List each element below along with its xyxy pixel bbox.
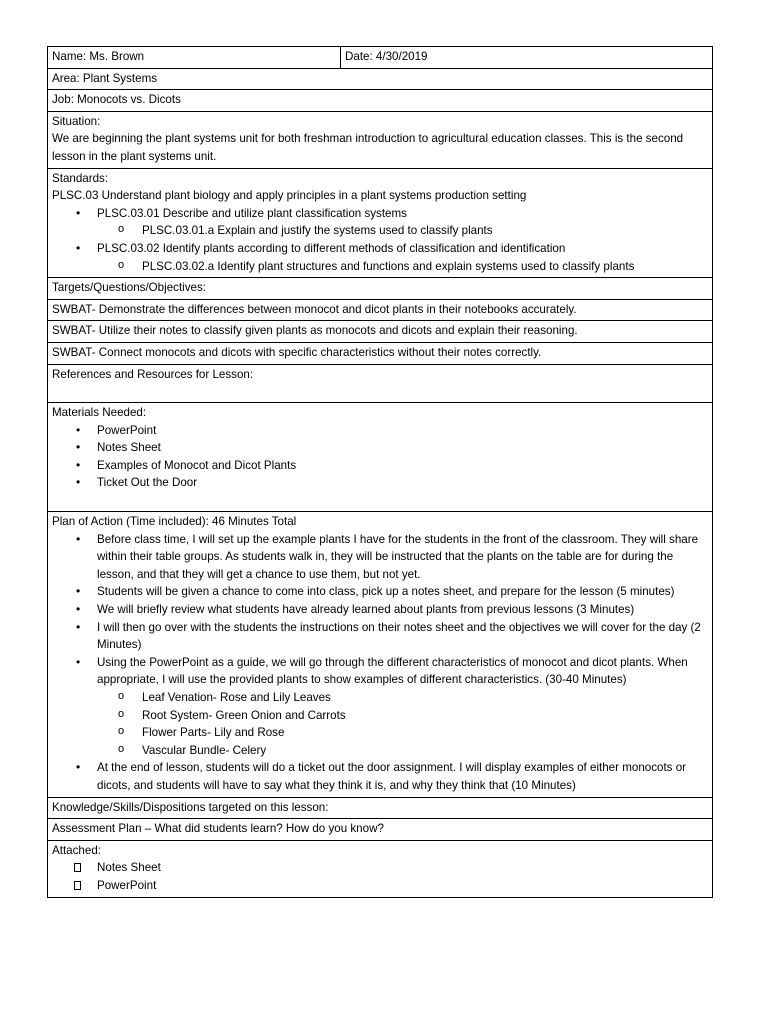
situation-text: We are beginning the plant systems unit for both freshman introduction to agricultural education classes. This is the second lesson in the plant systems unit. bbox=[52, 132, 684, 163]
attached-list bbox=[52, 859, 708, 894]
standards-main: PLSC.03 Understand plant biology and apply principles in a plant systems production setting bbox=[52, 189, 527, 203]
list-item: o PLSC.03.02.a Identify plant structures and functions and explain systems used to classify plants bbox=[52, 258, 708, 276]
lesson-plan-table bbox=[47, 46, 713, 898]
list-item: • Notes Sheet bbox=[52, 439, 708, 457]
targets-label: Targets/Questions/Objectives: bbox=[48, 278, 713, 300]
list-item: PowerPoint bbox=[52, 877, 708, 895]
list-item: • PLSC.03.01 Describe and utilize plant classification systems bbox=[52, 205, 708, 223]
lesson-plan-document bbox=[47, 46, 713, 898]
list-item: • At the end of lesson, students will do a ticket out the door assignment. I will display examples of either monocots or dicots, and students will have to say what they think it is, and why they think that (10 Minutes) bbox=[52, 759, 708, 794]
list-item: Notes Sheet bbox=[52, 859, 708, 877]
list-item: o Root System- Green Onion and Carrots bbox=[52, 707, 708, 725]
plan-sublist bbox=[52, 689, 708, 759]
materials-label: Materials Needed: bbox=[52, 406, 147, 420]
standards-cell bbox=[48, 168, 713, 278]
plan-list bbox=[52, 759, 708, 794]
list-item: • Using the PowerPoint as a guide, we will go through the different characteristics of monocot and dicot plants. When appropriate, I will use the provided plants to show examples of different characteristics. (30-40 Minutes) bbox=[52, 654, 708, 689]
situation-cell bbox=[48, 111, 713, 168]
standards-sublist bbox=[52, 258, 708, 276]
header-row bbox=[48, 47, 713, 69]
plan-cell bbox=[48, 512, 713, 798]
references-label: References and Resources for Lesson: bbox=[52, 367, 254, 381]
list-item: • Students will be given a chance to come into class, pick up a notes sheet, and prepare for the lesson (5 minutes) bbox=[52, 583, 708, 601]
list-item: • PLSC.03.02 Identify plants according to different methods of classification and identification bbox=[52, 240, 708, 258]
list-item: o PLSC.03.01.a Explain and justify the systems used to classify plants bbox=[52, 222, 708, 240]
materials-cell bbox=[48, 403, 713, 512]
list-item: • Ticket Out the Door bbox=[52, 474, 708, 492]
assessment-cell: Assessment Plan – What did students learn? How do you know? bbox=[48, 819, 713, 841]
list-item: • Examples of Monocot and Dicot Plants bbox=[52, 457, 708, 475]
plan-list bbox=[52, 531, 708, 689]
date-cell: Date: 4/30/2019 bbox=[341, 47, 713, 69]
list-item: o Vascular Bundle- Celery bbox=[52, 742, 708, 760]
attached-label: Attached: bbox=[52, 843, 101, 857]
objective-row: SWBAT- Utilize their notes to classify given plants as monocots and dicots and explain their reasoning. bbox=[48, 321, 713, 343]
plan-label: Plan of Action (Time included): 46 Minutes Total bbox=[52, 515, 297, 529]
knowledge-cell: Knowledge/Skills/Dispositions targeted on this lesson: bbox=[48, 797, 713, 819]
objective-row: SWBAT- Connect monocots and dicots with specific characteristics without their notes correctly. bbox=[48, 342, 713, 364]
job-cell: Job: Monocots vs. Dicots bbox=[48, 90, 713, 112]
standards-label: Standards: bbox=[52, 171, 109, 185]
objective-row: SWBAT- Demonstrate the differences between monocot and dicot plants in their notebooks accurately. bbox=[48, 299, 713, 321]
checkbox-icon bbox=[74, 863, 81, 872]
standards-list bbox=[52, 240, 708, 258]
situation-label: Situation: bbox=[52, 114, 101, 128]
materials-list bbox=[52, 422, 708, 492]
references-cell bbox=[48, 364, 713, 403]
list-item: o Leaf Venation- Rose and Lily Leaves bbox=[52, 689, 708, 707]
standards-sublist bbox=[52, 222, 708, 240]
attached-cell bbox=[48, 840, 713, 897]
list-item: • PowerPoint bbox=[52, 422, 708, 440]
name-cell: Name: Ms. Brown bbox=[48, 47, 341, 69]
list-item: • I will then go over with the students the instructions on their notes sheet and the objectives we will cover for the day (2 Minutes) bbox=[52, 619, 708, 654]
checkbox-icon bbox=[74, 881, 81, 890]
area-cell: Area: Plant Systems bbox=[48, 68, 713, 90]
list-item: o Flower Parts- Lily and Rose bbox=[52, 724, 708, 742]
standards-list bbox=[52, 205, 708, 223]
list-item: • We will briefly review what students have already learned about plants from previous lessons (3 Minutes) bbox=[52, 601, 708, 619]
list-item: • Before class time, I will set up the example plants I have for the students in the front of the classroom. They will share within their table groups. As students walk in, they will be instructed that the plants on the table are for during the lesson, and that they will get a chance to use them, but not yet. bbox=[52, 531, 708, 584]
